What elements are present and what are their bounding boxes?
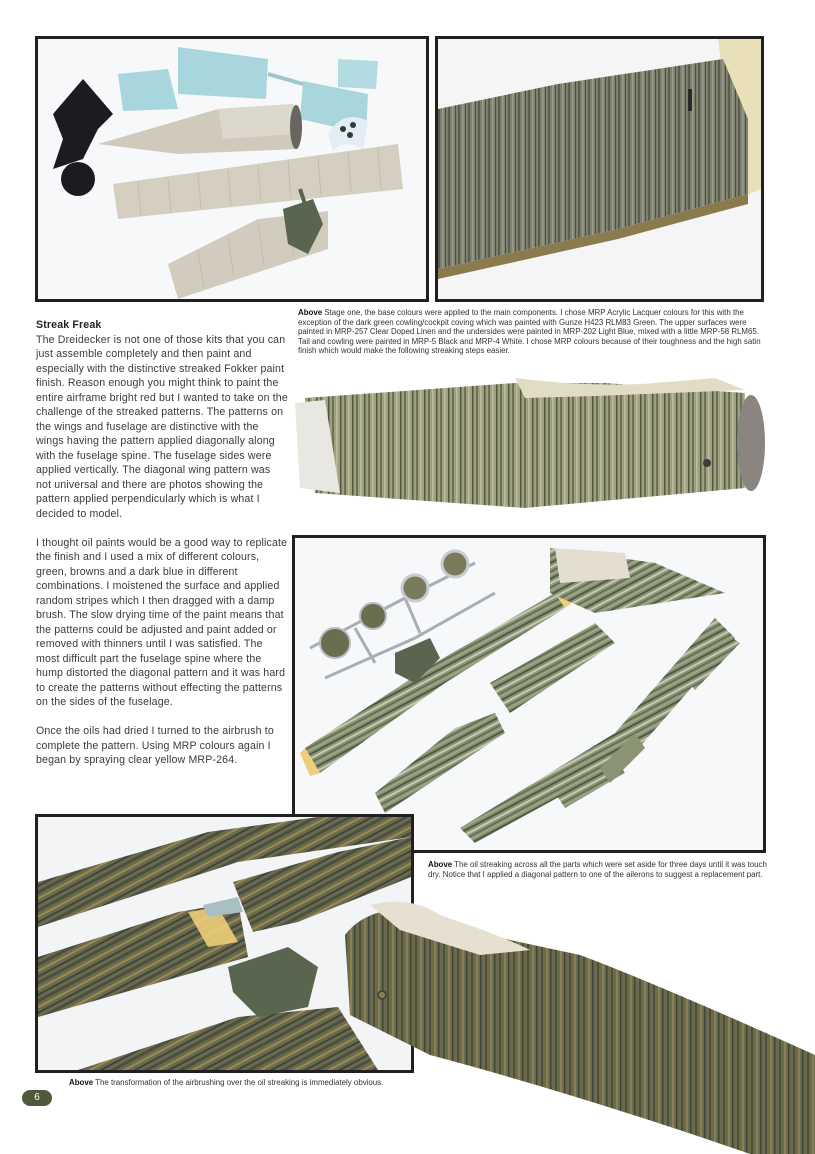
article-body [36, 318, 288, 782]
caption-text: Stage one, the base colours were applied to the main components. I chose MRP Acrylic Lacquer colours for this with the exception of the dark green cowling/cockpit coving which was painted with Gunze H423 RLM83 Green. The upper surfaces were painted in MRP-257 Clear Doped Linen and the undersides were painted in MRP-202 Light Blue, mixed with a little MRP-58 RLM65. Tail and cowling were painted in MRP-5 Black and MRP-4 White. I chose MRP colours because of their toughness and the high satin finish which would make the following streaking steps easier. [298, 308, 761, 356]
photo-fuselage-streak-side [295, 378, 785, 528]
photo-base-colours-parts [35, 36, 429, 302]
page-number-badge: 6 [22, 1090, 52, 1106]
caption-text: The oil streaking across all the parts which were set aside for three days until it was touch dry. Notice that I applied a diagonal pattern to one of the ailerons to suggest a replacement part. [428, 860, 767, 879]
article-paragraph: I thought oil paints would be a good way to replicate the finish and I used a mix of different colours, green, browns and a dark blue in different combinations. I moistened the surface and applied random stripes which I then dragged with a damp brush. The slow drying time of the paint means that the patterns could be adjusted and paint added or removed with thinners until I was satisfied. The most difficult part the fuselage spine where the hump distorted the diagonal pattern and it was hard to create the patterns without effecting the patterns on the sides of the fuselage. [36, 536, 288, 708]
base-colours-illustration [38, 39, 426, 299]
caption-airbrushing [69, 1078, 389, 1088]
caption-text: The transformation of the airbrushing over the oil streaking is immediately obvious. [93, 1078, 384, 1087]
caption-lead: Above [69, 1078, 94, 1087]
photo-fuselage-streak-closeup [435, 36, 764, 302]
photo-oil-streaked-parts [292, 535, 766, 853]
fuselage-closeup-illustration [438, 39, 761, 299]
airbrushed-fuselage-illustration [330, 895, 815, 1154]
fuselage-side-illustration [295, 378, 785, 528]
oil-streaked-parts-illustration [295, 538, 763, 850]
article-paragraph: Once the oils had dried I turned to the airbrush to complete the pattern. Using MRP colours again I began by spraying clear yellow MRP-264. [36, 725, 274, 766]
article-paragraph: The Dreidecker is not one of those kits that you can just assemble completely and then paint and especially with the distinctive streaked Fokker paint finish. Reason enough you might think to paint the entire airframe bright red but I wanted to take on the challenge of the streaked patterns. The patterns on the wings and fuselage are distinctive with the wings having the pattern applied diagonally along with the fuselage spine. The fuselage sides were applied vertically. The diagonal wing pattern was not universal and there are photos showing the pattern applied perpendicularly which is what I decided to model. [36, 333, 288, 520]
caption-lead: Above [428, 860, 453, 869]
caption-lead: Above [298, 308, 323, 317]
caption-oil-streaking [428, 860, 768, 879]
photo-airbrushed-fuselage [330, 895, 815, 1154]
article-heading: Streak Freak [36, 319, 102, 331]
caption-base-colours [298, 308, 768, 356]
